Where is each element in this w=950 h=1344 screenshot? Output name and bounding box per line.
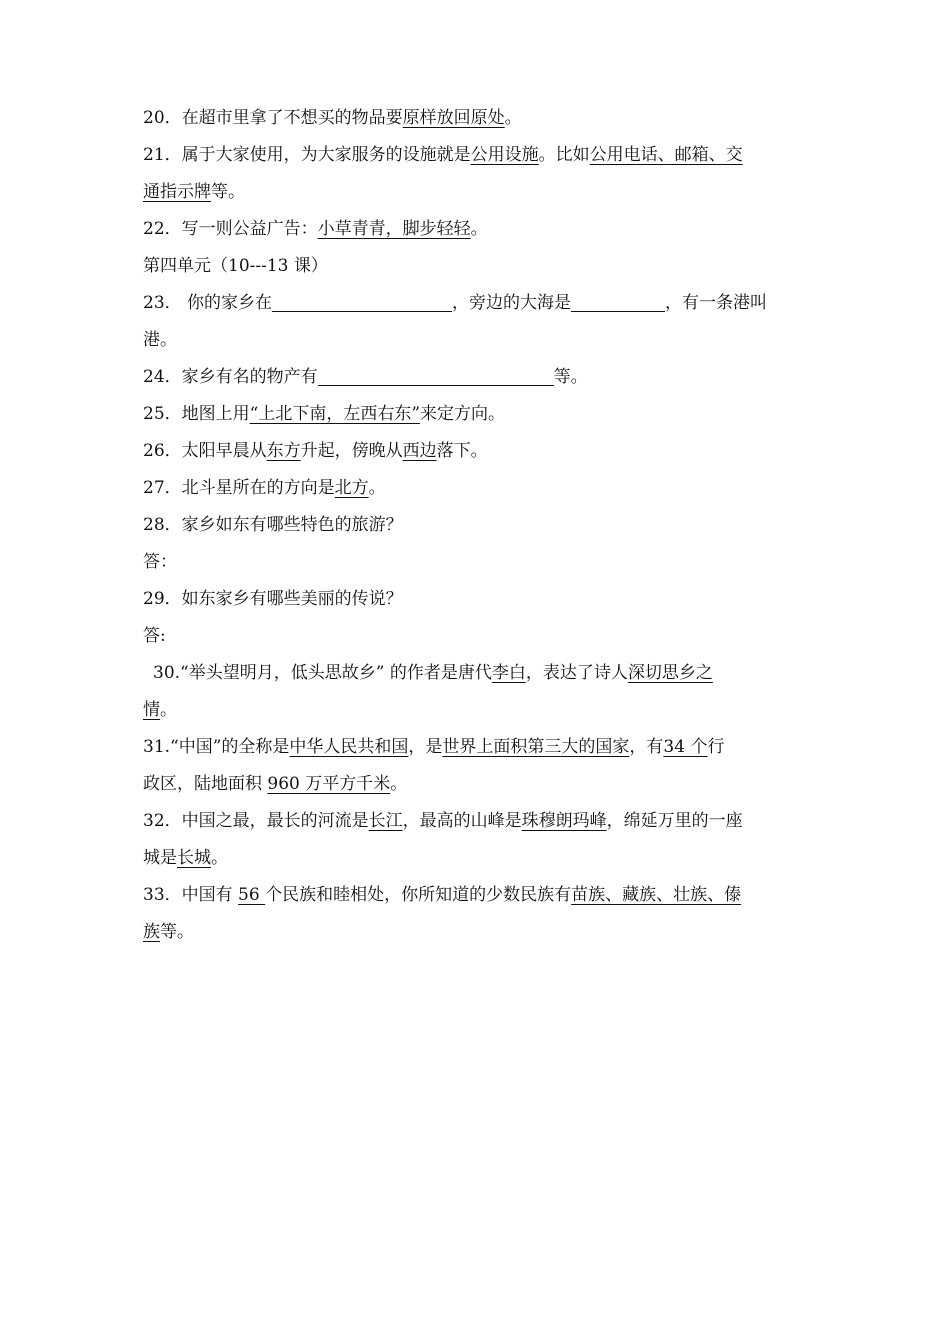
- q20-answer: 原样放回原处: [402, 108, 505, 128]
- question-33-line1: [143, 877, 813, 914]
- q22-end: 。: [470, 219, 488, 239]
- document-body: [143, 100, 813, 951]
- question-32-line2: [143, 840, 813, 877]
- q31-end-1: 行: [707, 737, 725, 757]
- question-23-line2: 港。: [143, 330, 177, 350]
- q20-end: 。: [504, 108, 522, 128]
- question-20: [143, 100, 813, 137]
- q21-answer-1: 公用设施: [470, 145, 539, 165]
- q32-text-2: 城是: [143, 848, 177, 868]
- q23-text: 23． 你的家乡在: [143, 293, 273, 313]
- q33-answer-2-cont: 族: [143, 922, 160, 942]
- question-31-line1: [143, 729, 813, 766]
- q31-answer-2: 世界上面积第三大的国家: [442, 737, 630, 757]
- q27-end: 。: [368, 478, 386, 498]
- q26-answer-1: 东方: [266, 441, 301, 461]
- q31-text-2: 政区，陆地面积: [143, 774, 268, 794]
- answer-29: 答:: [143, 626, 166, 646]
- q30-text: 30.“举头望明月，低头思故乡” 的作者是唐代: [153, 663, 492, 683]
- question-26: [143, 433, 813, 470]
- question-27: [143, 470, 813, 507]
- q23-blank-2[interactable]: [571, 293, 665, 312]
- unit-heading: 第四单元（10---13 课）: [143, 256, 328, 276]
- question-21-line1: [143, 137, 813, 174]
- q21-answer-2: 公用电话、邮箱、交: [589, 145, 743, 165]
- question-21-line2: [143, 174, 813, 211]
- q30-answer-2-cont: 情: [143, 700, 160, 720]
- q31-answer-3: 34 个: [663, 737, 708, 757]
- q23-mid: ，旁边的大海是: [452, 293, 572, 313]
- q32-answer-2: 珠穆朗玛峰: [521, 811, 607, 831]
- q21-mid: 。比如: [538, 145, 590, 165]
- q26-end: 落下。: [436, 441, 488, 461]
- question-25: [143, 396, 813, 433]
- q21-answer-2-cont: 通指示牌: [143, 182, 211, 202]
- q21-end: 等。: [211, 182, 245, 202]
- question-28: 28．家乡如东有哪些特色的旅游？: [143, 515, 403, 535]
- q20-text: 20．在超市里拿了不想买的物品要: [143, 108, 403, 128]
- q33-answer-2: 苗族、藏族、壮族、傣: [571, 885, 742, 905]
- question-23-line1: [143, 285, 813, 322]
- q25-answer: “上北下南，左西右东”: [249, 404, 421, 424]
- q22-text: 22．写一则公益广告：: [143, 219, 318, 239]
- q32-answer-1: 长江: [368, 811, 403, 831]
- q27-answer: 北方: [334, 478, 369, 498]
- q33-text: 33．中国有: [143, 885, 239, 905]
- q32-text: 32．中国之最，最长的河流是: [143, 811, 369, 831]
- q26-mid: 升起，傍晚从: [300, 441, 403, 461]
- q31-text: 31.“中国”的全称是: [143, 737, 290, 757]
- q33-end: 等。: [160, 922, 194, 942]
- question-22: [143, 211, 813, 248]
- q32-end-1: ，绵延万里的一座: [606, 811, 743, 831]
- q22-answer: 小草青青，脚步轻轻: [317, 219, 471, 239]
- q25-text: 25．地图上用: [143, 404, 250, 424]
- q26-text: 26．太阳早晨从: [143, 441, 267, 461]
- q26-answer-2: 西边: [402, 441, 437, 461]
- q33-answer-1: 56: [238, 885, 266, 905]
- q27-text: 27．北斗星所在的方向是: [143, 478, 335, 498]
- q31-end-2: 。: [390, 774, 408, 794]
- question-29: 29．如东家乡有哪些美丽的传说？: [143, 589, 403, 609]
- question-30-line1: [143, 655, 813, 692]
- q32-answer-3: 长城: [177, 848, 211, 868]
- q30-end: 。: [160, 700, 177, 720]
- q30-mid: ，表达了诗人: [525, 663, 628, 683]
- question-32-line1: [143, 803, 813, 840]
- q32-end-2: 。: [211, 848, 228, 868]
- q31-answer-4: 960 万平方千米: [267, 774, 391, 794]
- q30-answer-1: 李白: [491, 663, 526, 683]
- q31-mid-2: ，有: [629, 737, 664, 757]
- question-24: [143, 359, 813, 396]
- q30-answer-2: 深切思乡之: [627, 663, 713, 683]
- q24-end: 等。: [553, 367, 588, 387]
- q32-mid: ，最高的山峰是: [402, 811, 522, 831]
- answer-28: 答：: [143, 552, 177, 572]
- q24-text: 24．家乡有名的物产有: [143, 367, 318, 387]
- q23-end: ，有一条港叫: [665, 293, 768, 313]
- q33-mid: 个民族和睦相处，你所知道的少数民族有: [265, 885, 572, 905]
- question-33-line2: [143, 914, 813, 951]
- question-31-line2: [143, 766, 813, 803]
- q31-answer-1: 中华人民共和国: [289, 737, 409, 757]
- q31-mid-1: ，是: [408, 737, 443, 757]
- question-30-line2: [143, 692, 813, 729]
- q23-blank-1[interactable]: [272, 293, 452, 312]
- q21-text: 21．属于大家使用，为大家服务的设施就是: [143, 145, 471, 165]
- q24-blank[interactable]: [318, 367, 554, 386]
- q25-end: 来定方向。: [420, 404, 506, 424]
